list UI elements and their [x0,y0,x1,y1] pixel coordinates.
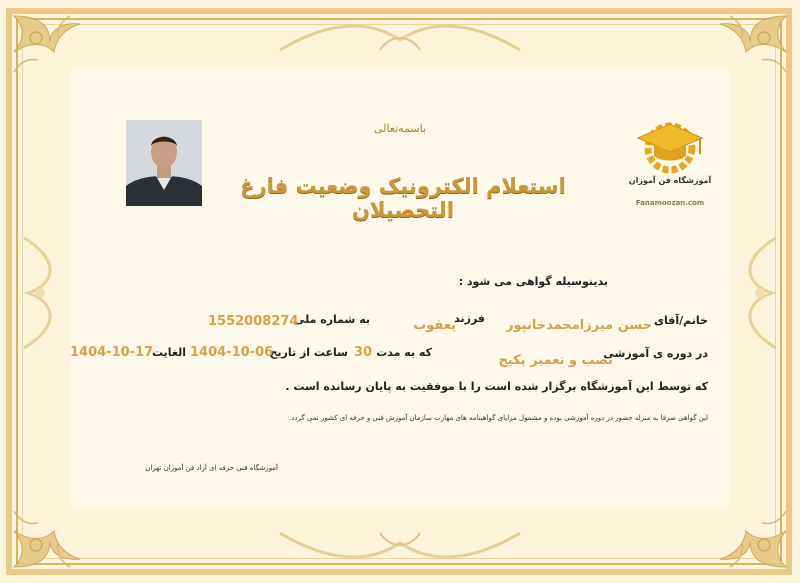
certificate-title: استعلام الکترونیک وضعیت فارغ التحصیلان [240,174,566,222]
course-label: در دوره ی آموزشی [603,347,708,360]
basmala-heading: باسمه‌تعالی [373,122,427,135]
until-label: الغایت [151,346,186,359]
to-date-value: 1404-10-17 [70,345,154,360]
student-photo [126,120,202,206]
course-value: نصب و تعمیر پکیج [498,353,613,368]
father-value: یعقوب [413,318,456,333]
hours-value: 30 [354,345,373,360]
portrait-icon [126,120,202,206]
completion-text: که توسط این آموزشگاه برگزار شده است را با موفقیت به پایان رسانده است . [285,380,708,393]
intro-text: بدینوسیله گواهی می شود : [458,275,608,288]
bottom-ornament-icon [270,523,530,563]
name-label: خانم/آقای [653,314,708,327]
from-date-value: 1404-10-06 [190,345,274,360]
side-ornament-icon [18,228,78,358]
hours-from-label: ساعت از تاریخ [269,346,348,359]
side-ornament-icon [722,228,782,358]
disclaimer-text: این گواهی صرفا به منزله حضور در دوره آموزشی بوده و مشمول مزایای گواهینامه های مهارت سازمان آموزش فنی و حرفه ای کشور نمی گردد. [289,414,708,422]
graduation-cap-gear-icon [630,112,710,212]
top-ornament-icon [270,20,530,60]
father-label: فرزند [454,312,485,325]
duration-label: که به مدت [376,346,432,359]
name-value: حسن میرزامحمدخانپور [506,318,652,333]
institute-website: Fanamoozan.com [635,199,705,207]
national-id-value: 1552008274 [208,314,299,329]
footer-signature: آموزشگاه فنی حرفه ای آزاد فن آموزان تهران [145,464,278,472]
national-id-label: به شماره ملی [293,313,370,326]
institute-logo-name: آموزشگاه فن آموزان [628,176,712,185]
